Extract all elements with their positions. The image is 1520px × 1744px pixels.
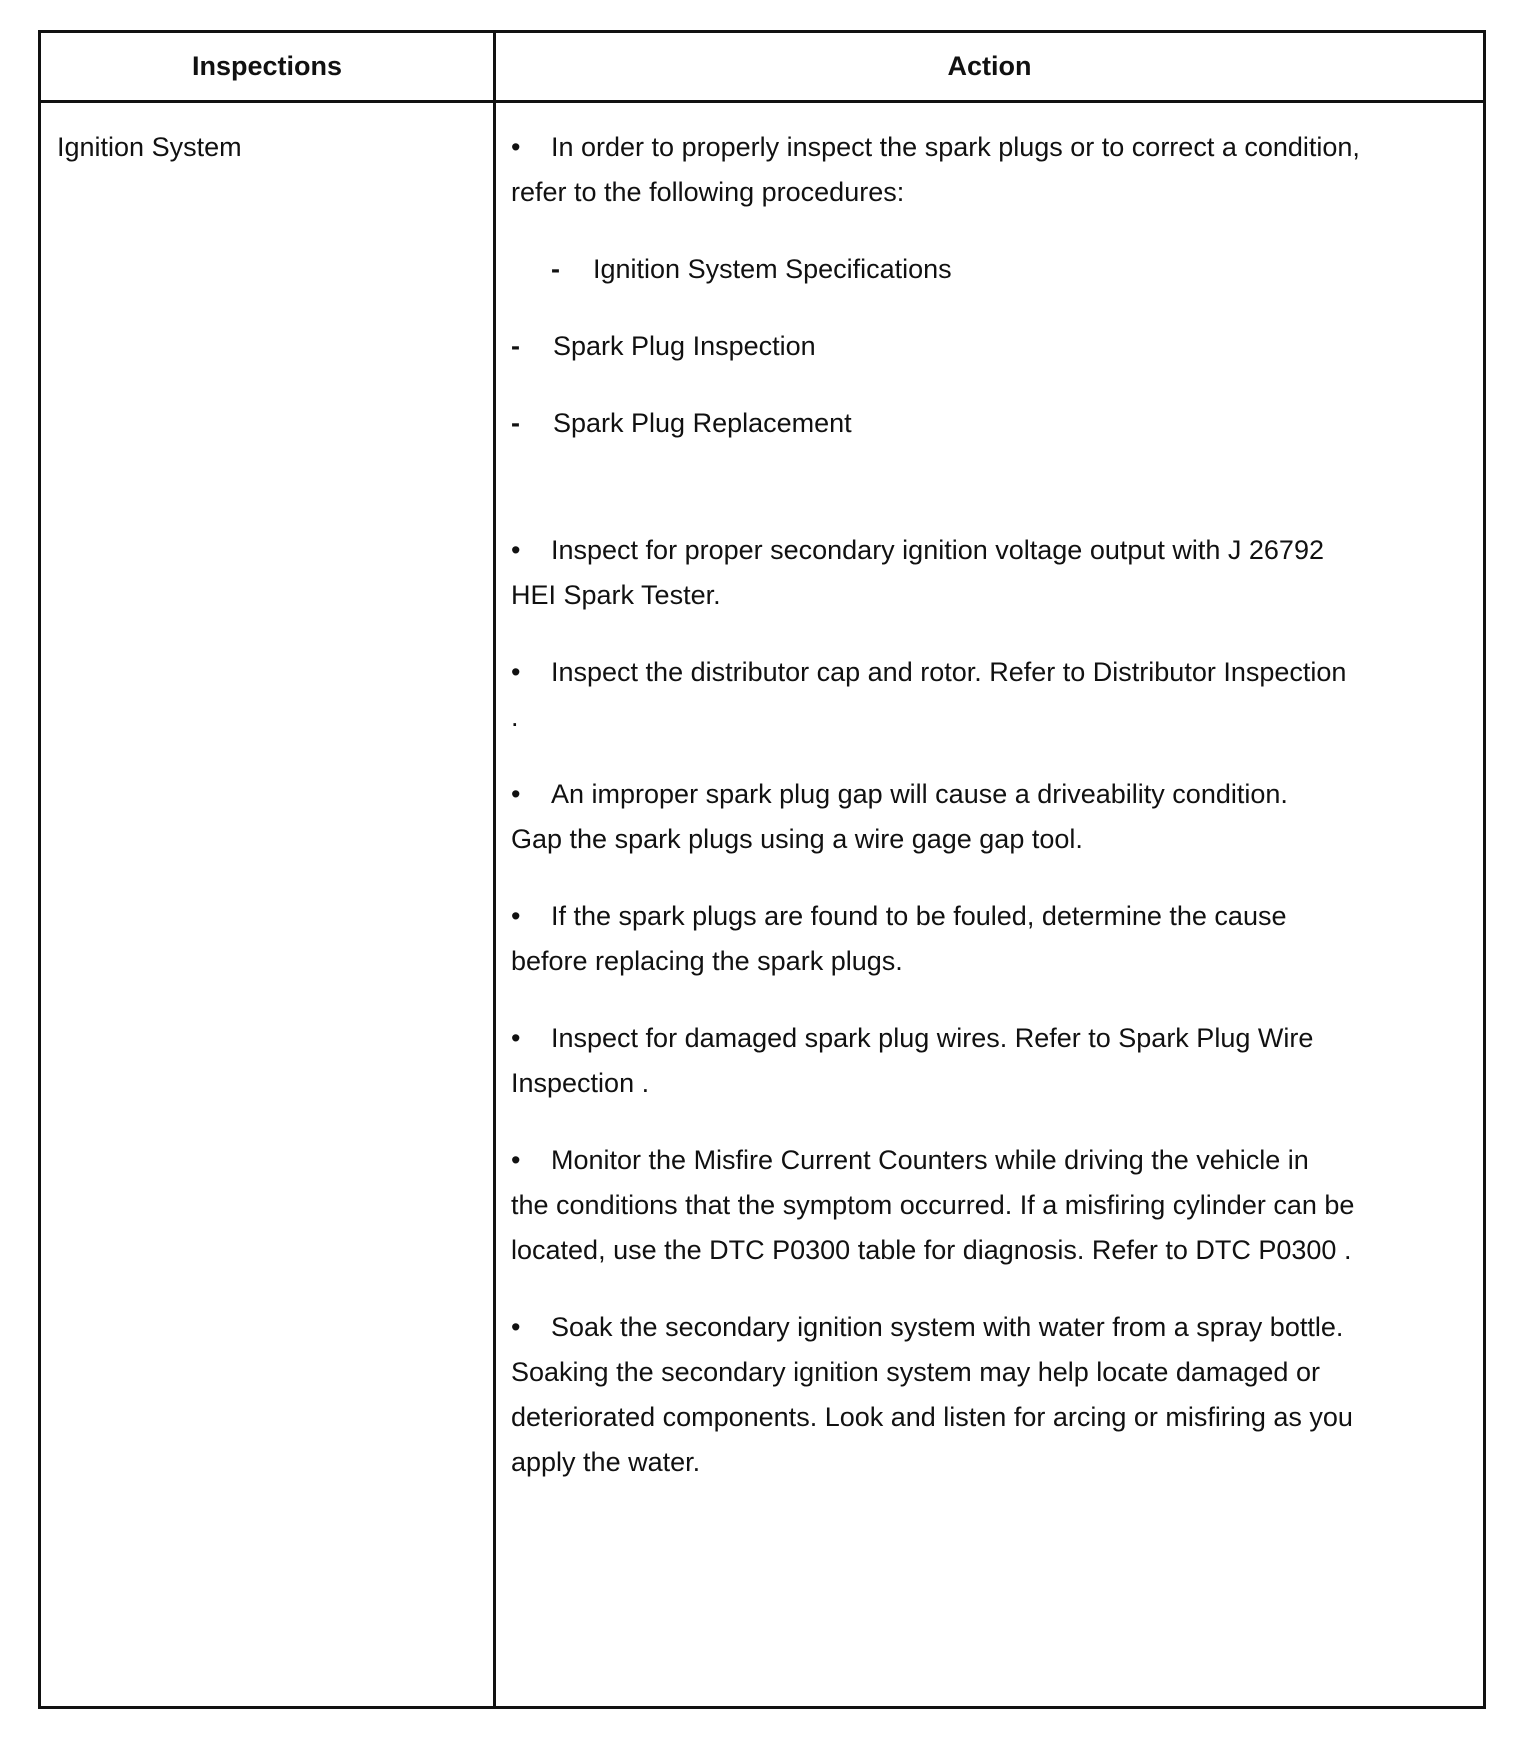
procedure-link[interactable]: Ignition System Specifications xyxy=(593,254,952,284)
header-inspections: Inspections xyxy=(191,51,343,81)
action-paragraph xyxy=(511,1016,1441,1106)
bullet-icon: • xyxy=(511,132,521,162)
action-line: apply the water. xyxy=(511,1447,701,1477)
intro-line-1: In order to properly inspect the spark plugs or to correct a condition, xyxy=(551,132,1360,162)
action-line: Inspection . xyxy=(511,1068,650,1098)
intro-line-2: refer to the following procedures: xyxy=(511,177,905,207)
header-divider xyxy=(41,100,1483,103)
action-line: located, use the DTC P0300 table for diagnosis. Refer to DTC P0300 . xyxy=(511,1235,1352,1265)
action-paragraph xyxy=(511,1138,1441,1273)
procedure-item xyxy=(511,401,1441,446)
bullet-icon: • xyxy=(511,657,521,687)
bullet-icon: • xyxy=(511,1023,521,1053)
action-paragraph xyxy=(511,650,1441,740)
action-line: Soaking the secondary ignition system may help locate damaged or xyxy=(511,1357,1320,1387)
procedure-link[interactable]: Spark Plug Inspection xyxy=(553,331,816,361)
action-line: Inspect for damaged spark plug wires. Refer to Spark Plug Wire xyxy=(551,1023,1314,1053)
procedure-item xyxy=(511,247,1441,292)
action-line: Soak the secondary ignition system with water from a spray bottle. xyxy=(551,1312,1344,1342)
action-paragraph xyxy=(511,528,1441,618)
action-line: If the spark plugs are found to be fouled, determine the cause xyxy=(551,901,1287,931)
action-paragraph xyxy=(511,894,1441,984)
dash-icon: - xyxy=(511,408,520,438)
action-line: HEI Spark Tester. xyxy=(511,580,721,610)
action-line: the conditions that the symptom occurred. If a misfiring cylinder can be xyxy=(511,1190,1355,1220)
procedure-link[interactable]: Spark Plug Replacement xyxy=(553,408,852,438)
action-line: An improper spark plug gap will cause a driveability condition. xyxy=(551,779,1288,809)
procedure-item xyxy=(511,324,1441,369)
header-action: Action xyxy=(947,51,1032,81)
intro-paragraph xyxy=(511,125,1441,215)
action-line: Monitor the Misfire Current Counters while driving the vehicle in xyxy=(551,1145,1309,1175)
column-divider xyxy=(493,33,496,1706)
action-line: before replacing the spark plugs. xyxy=(511,946,903,976)
bullet-icon: • xyxy=(511,901,521,931)
action-line: deteriorated components. Look and listen for arcing or misfiring as you xyxy=(511,1402,1353,1432)
inspection-cell: Ignition System xyxy=(57,132,242,162)
bullet-icon: • xyxy=(511,779,521,809)
action-line: Inspect for proper secondary ignition voltage output with J 26792 xyxy=(551,535,1324,565)
bullet-icon: • xyxy=(511,535,521,565)
action-paragraph xyxy=(511,1305,1441,1485)
action-line: Gap the spark plugs using a wire gage gap tool. xyxy=(511,824,1083,854)
action-cell xyxy=(511,125,1441,1485)
bullet-icon: • xyxy=(511,1312,521,1342)
dash-icon: - xyxy=(511,331,520,361)
action-line: . xyxy=(511,702,519,732)
action-line: Inspect the distributor cap and rotor. Refer to Distributor Inspection xyxy=(551,657,1347,687)
dash-icon: - xyxy=(551,254,560,284)
inspection-table xyxy=(38,30,1486,1709)
bullet-icon: • xyxy=(511,1145,521,1175)
action-paragraph xyxy=(511,772,1441,862)
